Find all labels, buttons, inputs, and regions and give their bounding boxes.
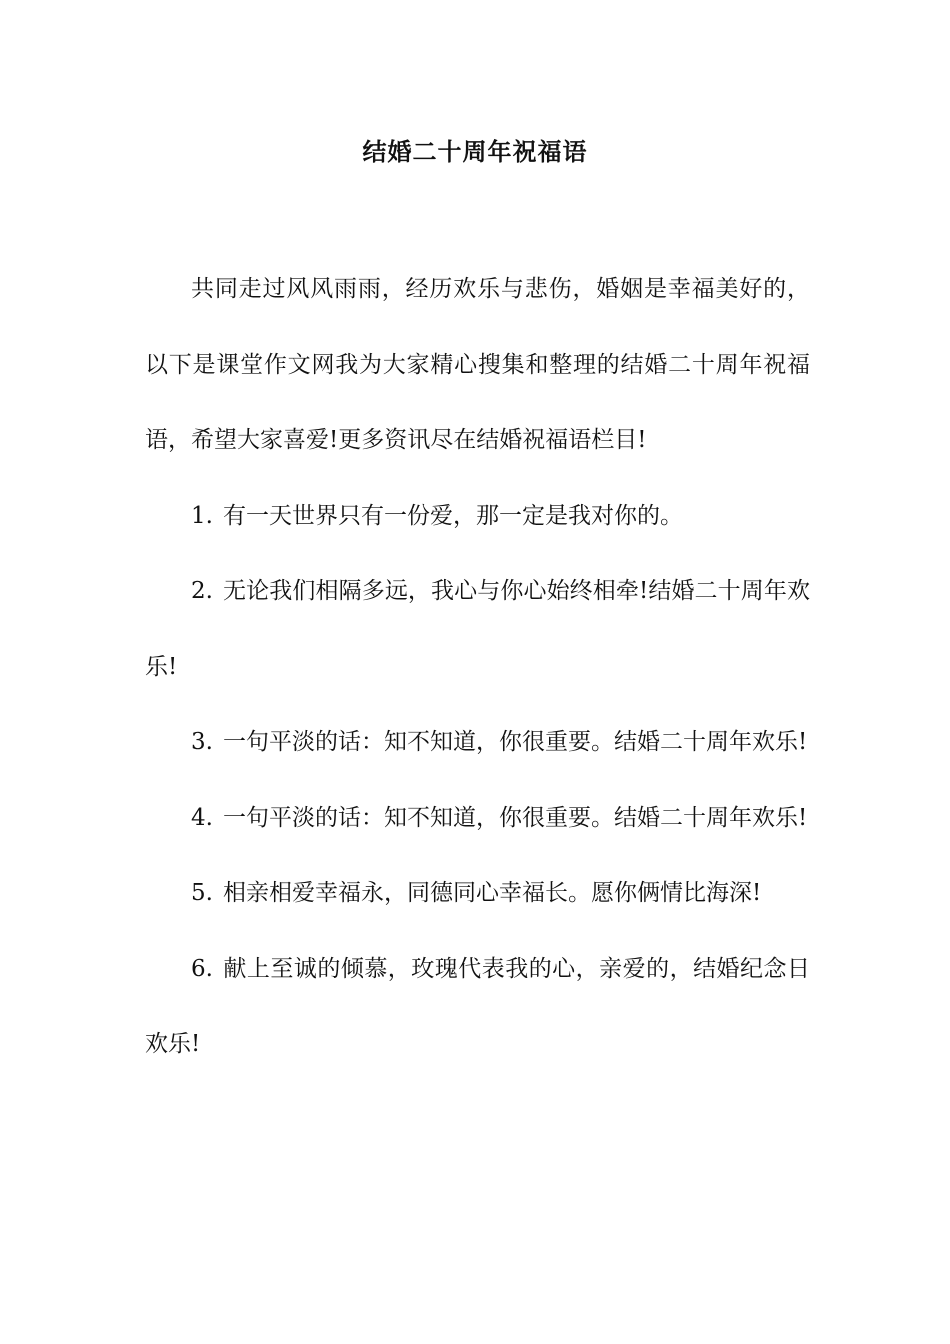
list-item bbox=[145, 705, 810, 781]
item-text: 一句平淡的话：知不知道，你很重要。结婚二十周年欢乐! bbox=[222, 804, 808, 831]
item-number: 3. bbox=[191, 729, 213, 755]
document-title: 结婚二十周年祝福语 bbox=[362, 137, 588, 166]
list-item bbox=[145, 781, 810, 857]
item-text: 相亲相爱幸福永，同德同心幸福长。愿你俩情比海深! bbox=[222, 880, 762, 906]
intro-paragraph: 共同走过风风雨雨，经历欢乐与悲伤，婚姻是幸福美好的，以下是课堂作文网我为大家精心搜集和整理的结婚二十周年祝福语，希望大家喜爱!更多资讯尽在结婚祝福语栏目! bbox=[145, 276, 810, 453]
item-text: 有一天世界只有一份爱，那一定是我对你的。 bbox=[222, 502, 683, 529]
document-body bbox=[145, 252, 810, 1083]
item-number: 5. bbox=[191, 880, 213, 906]
item-text: 一句平淡的话：知不知道，你很重要。结婚二十周年欢乐! bbox=[222, 729, 808, 755]
list-item bbox=[145, 856, 810, 932]
item-number: 2. bbox=[191, 578, 213, 604]
list-item bbox=[145, 479, 810, 555]
list-item bbox=[145, 932, 810, 1083]
item-number: 1. bbox=[191, 502, 213, 529]
item-text: 无论我们相隔多远，我心与你心始终相牵!结婚二十周年欢乐! bbox=[145, 578, 810, 680]
item-number: 6. bbox=[191, 955, 213, 982]
list-item bbox=[145, 554, 810, 705]
item-number: 4. bbox=[191, 804, 213, 831]
item-text: 献上至诚的倾慕，玫瑰代表我的心，亲爱的，结婚纪念日欢乐! bbox=[145, 955, 810, 1057]
